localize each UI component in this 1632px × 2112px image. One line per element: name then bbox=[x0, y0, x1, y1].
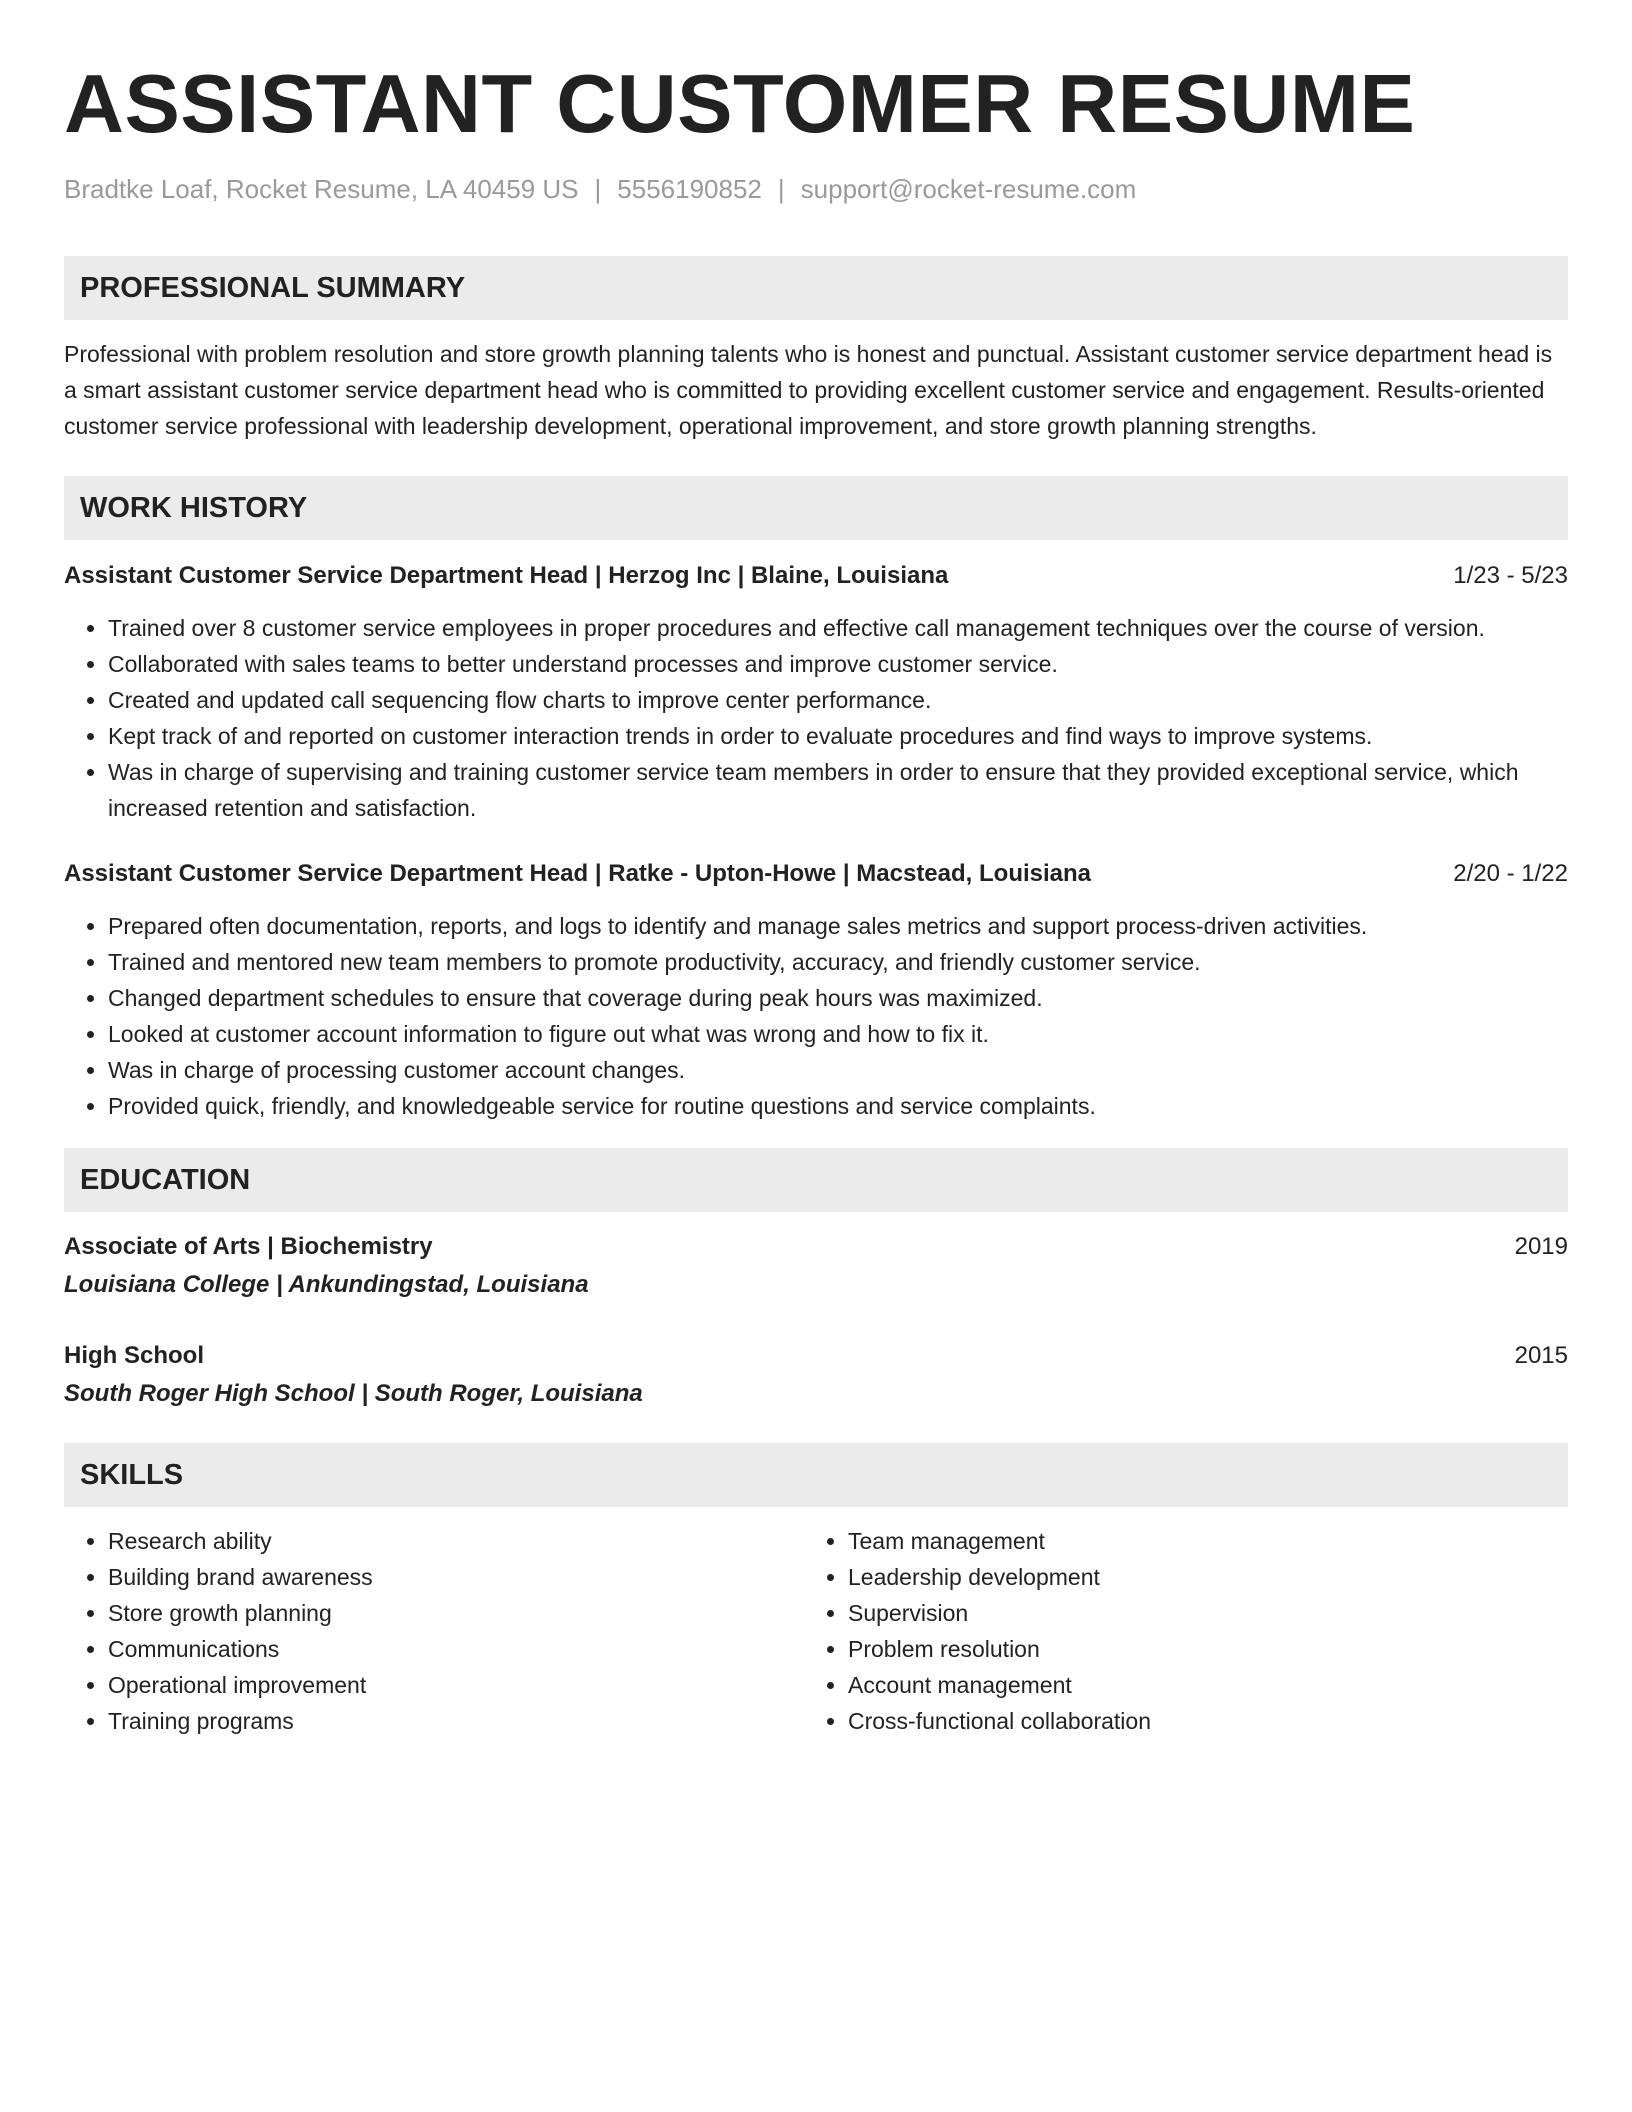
job-title: Assistant Customer Service Department Head | Ratke - Upton-Howe | Macstead, Louisiana bbox=[64, 860, 1092, 887]
job-bullet: • Changed department schedules to ensure that coverage during peak hours was maximized. bbox=[108, 980, 1568, 1016]
skills-list-right bbox=[804, 1523, 1568, 1739]
job-bullet: • Provided quick, friendly, and knowledgeable service for routine questions and service complaints. bbox=[108, 1088, 1568, 1124]
skill-item: • Training programs bbox=[108, 1703, 804, 1739]
skill-item: • Account management bbox=[848, 1667, 1568, 1703]
skill-item: • Cross-functional collaboration bbox=[848, 1703, 1568, 1739]
skill-item: • Supervision bbox=[848, 1595, 1568, 1631]
skill-item: • Team management bbox=[848, 1523, 1568, 1559]
contact-address: Bradtke Loaf, Rocket Resume, LA 40459 US bbox=[64, 174, 579, 204]
job-dates: 1/23 - 5/23 bbox=[1453, 562, 1568, 589]
job-header bbox=[64, 558, 1568, 594]
skill-item: • Store growth planning bbox=[108, 1595, 804, 1631]
job-bullet-list bbox=[64, 908, 1568, 1124]
contact-separator: | bbox=[594, 174, 602, 204]
skills-list-left bbox=[64, 1523, 804, 1739]
skill-item: • Research ability bbox=[108, 1523, 804, 1559]
skill-item: • Leadership development bbox=[848, 1559, 1568, 1595]
education-degree: High School bbox=[64, 1342, 204, 1369]
education-degree: Associate of Arts | Biochemistry bbox=[64, 1233, 433, 1260]
job-bullet-list bbox=[64, 610, 1568, 826]
contact-line bbox=[64, 172, 1568, 206]
skill-item: • Communications bbox=[108, 1631, 804, 1667]
skills-columns bbox=[64, 1523, 1568, 1739]
education-year: 2019 bbox=[1514, 1233, 1568, 1260]
education-entry bbox=[64, 1228, 1568, 1304]
summary-text: Professional with problem resolution and store growth planning talents who is honest and punctual. Assistant customer service department head is a smart assistant customer service department head who is committed to providing excellent customer service and engagement. Results-oriented customer service professional with leadership development, operational improvement, and store growth planning strengths. bbox=[64, 341, 1553, 439]
contact-separator: | bbox=[777, 174, 785, 204]
skill-item: • Problem resolution bbox=[848, 1631, 1568, 1667]
education-school: Louisiana College | Ankundingstad, Louisiana bbox=[64, 1271, 589, 1298]
section-heading-summary: PROFESSIONAL SUMMARY bbox=[64, 256, 1568, 320]
skill-item: • Building brand awareness bbox=[108, 1559, 804, 1595]
job-bullet: • Looked at customer account information to figure out what was wrong and how to fix it. bbox=[108, 1016, 1568, 1052]
section-heading-education: EDUCATION bbox=[64, 1148, 1568, 1212]
job-dates: 2/20 - 1/22 bbox=[1453, 860, 1568, 887]
education-header bbox=[64, 1337, 1568, 1375]
job-entry bbox=[64, 856, 1568, 1124]
job-bullet: • Kept track of and reported on customer interaction trends in order to evaluate procedures and find ways to improve systems. bbox=[108, 718, 1568, 754]
job-bullet: • Trained and mentored new team members to promote productivity, accuracy, and friendly customer service. bbox=[108, 944, 1568, 980]
job-entry bbox=[64, 558, 1568, 826]
education-header bbox=[64, 1228, 1568, 1266]
section-heading-skills: SKILLS bbox=[64, 1443, 1568, 1507]
education-year: 2015 bbox=[1514, 1342, 1568, 1369]
skill-item: • Operational improvement bbox=[108, 1667, 804, 1703]
job-bullet: • Trained over 8 customer service employees in proper procedures and effective call management techniques over the course of version. bbox=[108, 610, 1568, 646]
contact-phone: 5556190852 bbox=[617, 174, 762, 204]
resume-title: ASSISTANT CUSTOMER RESUME bbox=[64, 57, 1416, 150]
job-bullet: • Prepared often documentation, reports, and logs to identify and manage sales metrics and support process-driven activities. bbox=[108, 908, 1568, 944]
job-bullet: • Created and updated call sequencing flow charts to improve center performance. bbox=[108, 682, 1568, 718]
education-school: South Roger High School | South Roger, Louisiana bbox=[64, 1380, 643, 1407]
section-heading-work-history: WORK HISTORY bbox=[64, 476, 1568, 540]
job-bullet: • Collaborated with sales teams to better understand processes and improve customer service. bbox=[108, 646, 1568, 682]
job-header bbox=[64, 856, 1568, 892]
job-bullet: • Was in charge of supervising and training customer service team members in order to ensure that they provided exceptional service, which increased retention and satisfaction. bbox=[108, 754, 1568, 826]
education-entry bbox=[64, 1337, 1568, 1413]
contact-email: support@rocket-resume.com bbox=[800, 174, 1137, 204]
job-title: Assistant Customer Service Department Head | Herzog Inc | Blaine, Louisiana bbox=[64, 562, 949, 589]
job-bullet: • Was in charge of processing customer account changes. bbox=[108, 1052, 1568, 1088]
